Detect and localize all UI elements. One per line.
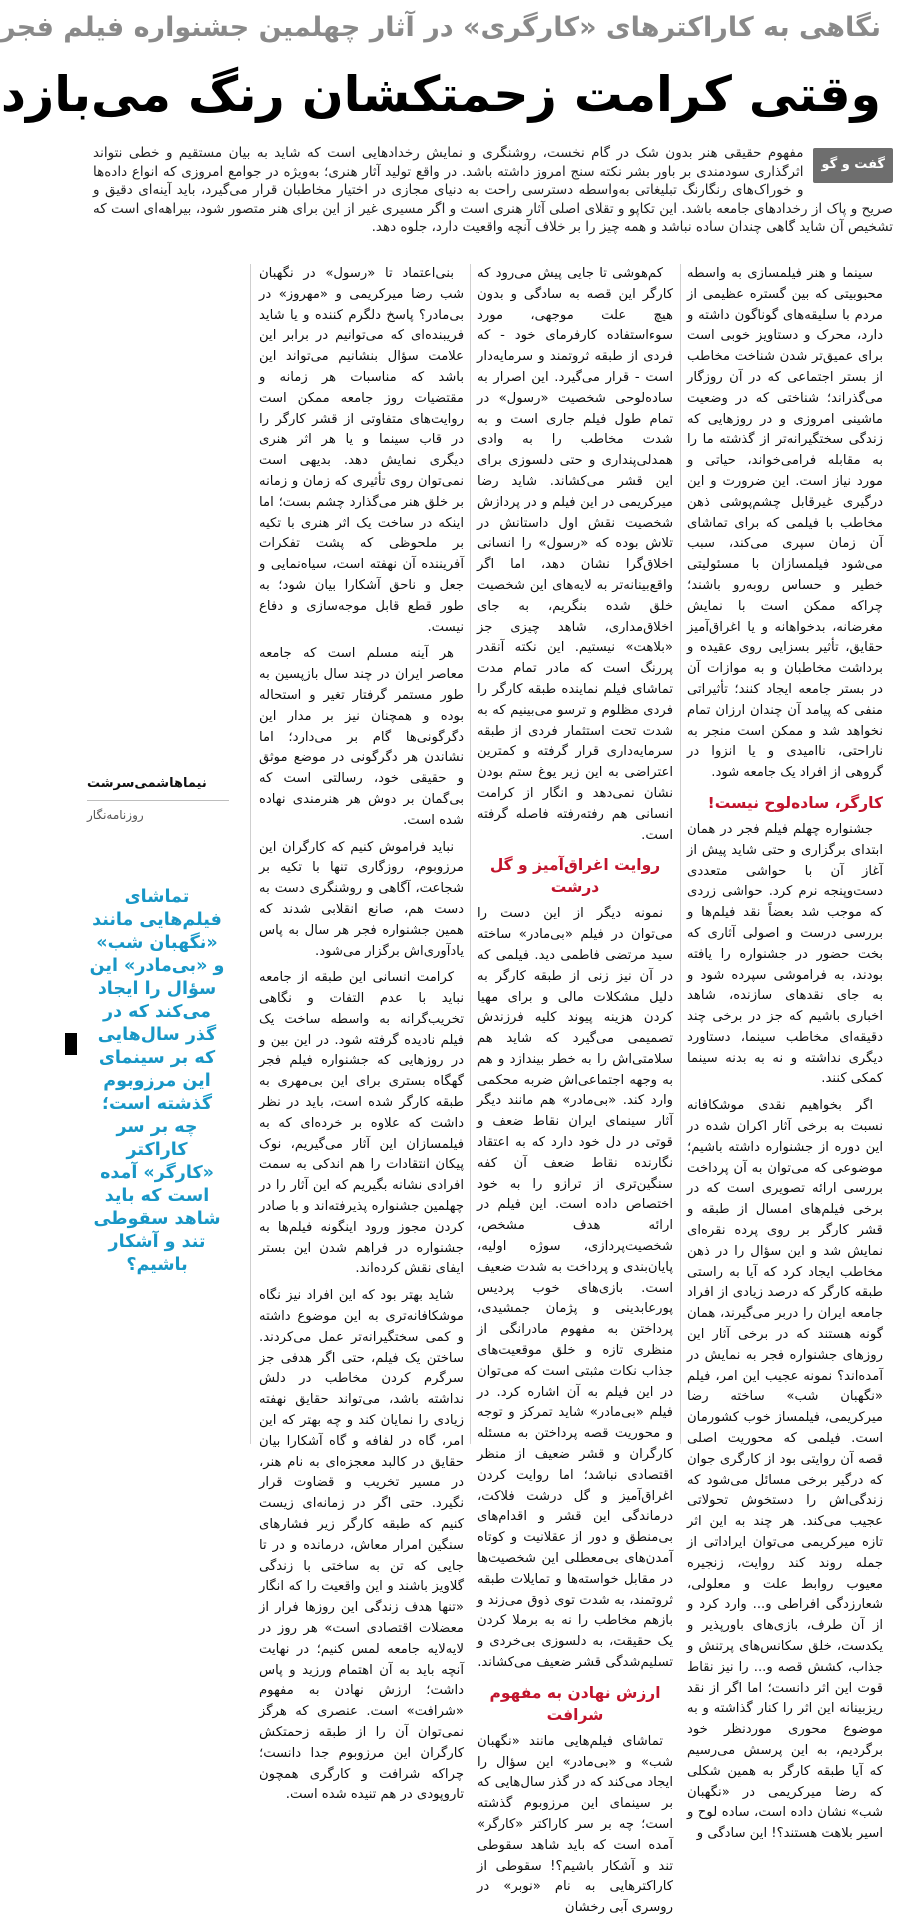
lead-text: مفهوم حقیقی هنر بدون شک در گام نخست، روشنگری و نمایش رخدادهایی است که شاید به بیان مستقیم و خطی نتواند اثرگذاری سودمندی بر باور بشر نکته سنج امروز داشته باشد. در واقع تولید آثار هنری؛ به‌ویژه در جوامع امروزی که انواع داده‌ها و خوراک‌های رنگارنگ تبلیغاتی به‌واسطه دسترسی راحت به دنیای مجازی در اختیار مخاطبان قرار می‌گیرد، باید آینه‌ای دقیق و صریح و پاک از رخدادهای جامعه باشد. این تکاپو و تقلای اصلی آثار هنری است و اگر مسیری غیر از این برای هنر متصور شود، بیراهه‌ای است که تشخیص آن شاید گاهی چندان ساده نباشد و همه چیز را بر خلاف آنچه واقعیت دارد، جلوه دهد. — [93, 145, 893, 235]
column-divider — [250, 264, 251, 1444]
article-column-1 — [687, 264, 883, 1842]
paragraph: کم‌هوشی تا جایی پیش می‌رود که کارگر این قصه به سادگی و بدون هیچ علت موجهی، مورد سوءاستفاده کارفرمای خود - که فردی از طبقه ثروتمند و سرمایه‌دار است - قرار می‌گیرد. این اصرار به ساده‌لوحی شخصیت «رسول» در تمام طول فیلم جاری است و به شدت مخاطب را به وادی همدلی‌پنداری و حتی دلسوزی برای این قشر می‌کشاند. شاید رضا میرکریمی در این فیلم و در پردازش شخصیت نقش اول داستانش در تلاش بوده که «رسول» را انسانی اخلاق‌گرا نشان دهد، اما اگر واقع‌بینانه‌تر به لایه‌های این شخصیت خلق شده بنگریم، به جای اخلاق‌مداری، شاهد چیزی جز «بلاهت» نیستیم. این نکته آنقدر پررنگ است که مادر تمام مدت تماشای فیلم نماینده طبقه کارگر را فردی مظلوم و ترسو می‌بینیم که به شدت تحت استثمار فردی از طبقه سرمایه‌داری قرار گرفته و کمترین اعتراضی به این زیر یوغ ستم بودن نشان نمی‌دهد و انگار از کرامت انسانی هم رفته‌رفته فاصله گرفته است. — [477, 266, 673, 843]
paragraph: تماشای فیلم‌هایی مانند «نگهبان شب» و «بی‌مادر» این سؤال را ایجاد می‌کند که در گذر سال‌هایی که بر سینمای این مرزوبوم گذشته است؛ چه بر سر کاراکتر «کارگر» آمده است که باید شاهد سقوطی تند و آشکار باشیم؟! سقوطی از کاراکترهایی به نام «نوبر» در روسری آبی رخشان — [477, 1733, 673, 1916]
paragraph: کرامت انسانی این طبقه از جامعه نباید با عدم التفات و نگاهی تخریب‌گرانه به واسطه ساخت یک فیلم نادیده گرفته شود. در این بین و در روزهایی که جشنواره فیلم فجر گهگاه بستری برای این بی‌مهری به طبقه کارگر شده است، باید در نظر داشت که علاوه بر خرده‌ای که به فیلمسازان این آثار می‌گیریم، نوک پیکان انتقادات را هم اندکی به سمت افرادی نشانه بگیریم که این آثار را در چهلمین جشنواره پذیرفته‌اند و با صادر کردن مجوز ورود اینگونه فیلم‌ها به جشنواره در فراهم شدن این بستر ایفای نقش کرده‌اند. — [259, 970, 464, 1277]
supertitle: نگاهی به کاراکترهای «کارگری» در آثار چهلمین جشنواره فیلم فجر — [0, 12, 881, 43]
lead-paragraph — [93, 144, 893, 254]
pull-quote: تماشای فیلم‌هایی مانند «نگهبان شب» و «بی‌مادر» این سؤال را ایجاد می‌کند که در گذر سال‌هایی که بر سینمای این مرزوبوم گذشته است؛ چه بر سر کاراکتر «کارگر» آمده است که باید شاهد سقوطی تند و آشکار باشیم؟ — [89, 887, 225, 1275]
paragraph: اگر بخواهیم نقدی موشکافانه نسبت به برخی آثار اکران شده در این دوره از جشنواره داشته باشیم؛ موضوعی که می‌توان به آن پرداخت بررسی ارائه تصویری است که در برخی فیلم‌های امسال از طبقه و قشر کارگر بر روی پرده نقره‌ای نمایش شد و این سؤال را در ذهن مخاطب ایجاد کرد که آیا به راستی طبقه کارگر که درصد زیادی از افراد جامعه ایران را دربر می‌گیرند، همان گونه هستند که در برخی آثار این روزهای جشنواره فجر به نمایش در آمده‌اند؟ نمونه عجیب این امر، فیلم «نگهبان شب» ساخته رضا میرکریمی، فیلمساز خوب کشورمان است. فیلمی که محوریت اصلی قصه آن روایتی بود از کارگری جوان که درگیر برخی مسائل می‌شود که زندگی‌اش را دستخوش تحولاتی عجیب می‌کند. هر چند به این اثر تازه میرکریمی می‌توان ایراداتی از جمله روند کند روایت، زنجیره معیوب روابط علت و معلولی، شعارزدگی افراطی و... وارد کرد و از آن طرف، بازی‌های باورپذیر و یکدست، خلق سکانس‌های پرتنش و جذاب، کشش قصه و... را نیز نقاط قوت این اثر دانست؛ اما اگر از نقد ریزبینانه این اثر را کنار گذاشته و به موضوع محوری موردنظر خود برگردیم، به این پرسش می‌رسیم که آیا طبقه کارگر به همین شکلی که رضا میرکریمی در «نگهبان شب» نشان داده است، ساده لوح و اسیر بلاهت هستند؟! این سادگی و — [687, 1098, 883, 1842]
interview-badge: گفت و گو — [813, 148, 893, 183]
column-divider — [470, 264, 471, 1444]
author-role: روزنامه‌نگار — [87, 808, 144, 822]
paragraph: هر آینه مسلم است که جامعه معاصر ایران در چند سال بازپسین به طور مستمر گرفتار تغیر و استحاله بوده و همچنان نیز بر مدار این دگرگونی‌ها گام بر می‌دارد؛ اما نشاندن هر دگرگونی در موضع موثق و حقیقی خود، رسالتی است که بی‌گمان بر دوش هر هنرمندی نهاده شده است. — [259, 646, 464, 828]
edge-registration-mark — [65, 1033, 77, 1055]
byline-divider — [87, 800, 229, 801]
headline: وقتی کرامت زحمتکشان رنگ می‌بازد — [0, 66, 881, 123]
article-column-3 — [259, 264, 464, 1803]
author-name: نیماهاشمی‌سرشت — [87, 776, 207, 791]
subheading: ارزش نهادن به مفهوم شرافت — [489, 1683, 661, 1724]
column-divider — [680, 264, 681, 1444]
author-byline — [87, 774, 229, 824]
article-column-2 — [477, 264, 673, 1916]
paragraph: سینما و هنر فیلمسازی به واسطه محبوبیتی که بین گستره عظیمی از مردم با سلیقه‌های گوناگون داشته و دارد، محرک و دستاویز خوبی است برای عمیق‌تر شدن شناخت مخاطب از بستر اجتماعی که در آن روزگار می‌گذراند؛ شناختی که در وضعیت ماشینی امروزی و در روزهایی که زندگی سختگیرانه‌تر از گذشته ما را به مقابله فرامی‌خواند، حیاتی و مورد نیاز است. این ضرورت و این درگیری غیرقابل چشم‌پوشی ذهن مخاطب با فیلمی که برای تماشای آن زمان سپری می‌کند، سبب می‌شود فیلمسازان با مسئولیتی خطیر و حساس روبه‌رو باشند؛ چراکه ممکن است با نمایش مغرضانه، بدخواهانه و یا اغراق‌آمیز حقایق، تأثیر بسزایی روی عقیده و برداشت مخاطبان و به موازات آن در بستر جامعه ایجاد کنند؛ تأثیراتی منفی که پیامد آن چندان ارزان تمام نخواهد شد و ممکن است منجر به ناراحتی، ناامیدی و یا انزوا در گروهی از افراد یک جامعه شود. — [687, 266, 883, 781]
subheading: روایت اغراق‌آمیز و گل درشت — [489, 856, 661, 897]
paragraph: نباید فراموش کنیم که کارگران این مرزوبوم، روزگاری تنها با تکیه بر شجاعت، آگاهی و روشنگری دست به دست هم، صانع انقلابی شدند که همین جشنواره فجر هر سال به پاس یادآوری‌اش برگزار می‌شود. — [259, 839, 464, 959]
subheading: کارگر، ساده‌لوح نیست! — [707, 793, 883, 812]
paragraph: بنی‌اعتماد تا «رسول» در نگهبان شب رضا میرکریمی و «مهروز» در بی‌مادر؟ پاسخ دلگرم کننده و یا شاید فریبنده‌ای که می‌توانیم در برابر این علامت سؤال بنشانیم می‌تواند این باشد که مناسبات هر زمانه و مقتضیات روز جامعه ممکن است روایت‌های متفاوتی از قشر کارگر را در قاب سینما و یا هر اثر هنری دیگری نمایش دهد. بدیهی است نمی‌توان روی تأثیری که زمان و زمانه بر خلق هنر می‌گذارد چشم بست؛ اما اینکه در ساخت یک اثر هنری با تکیه بر ملحوظی که پشت تفکرات آفریننده آن نهفته است، سیاه‌نمایی و جعل و ناحق آشکارا بیان شود؛ به طور قطع قابل موجه‌سازی و دفاع نیست. — [259, 266, 464, 635]
paragraph: شاید بهتر بود که این افراد نیز نگاه موشکافانه‌تری به این موضوع داشته و کمی سختگیرانه‌تر عمل می‌کردند. ساختن یک فیلم، حتی اگر هدفی جز سرگرم کردن مخاطب در دلش نداشته باشد، می‌تواند حقایق نهفته زیادی را نمایان کند و چه بهتر که این امر، گاه در لفافه و گاه آشکارا بیان حقایق در کالبد معجزه‌ای به نام هنر، در مسیر تخریب و قضاوت قرار نگیرد. حتی اگر در زمانه‌ای زیست کنیم که طبقه کارگر زیر فشارهای سنگین امرار معاش، درمانده و در تا جایی که تن به ساختی با زندگی گلاویز باشند و این واقعیت را که انگار «تنها هدف زندگی این روزها فرار از معضلات اقتصادی است» هر روز در لایه‌لایه جامعه لمس کنیم؛ در نهایت آنچه باید به آن اهتمام ورزید و پاس داشت؛ ارزش نهادن به مفهوم «شرافت» است. عنصری که هرگز نمی‌توان آن را از طبقه زحمتکش کارگران این مرزوبوم جدا دانست؛ چراکه شرافت و کارگری همچون تاروپودی در هم تنیده شده است. — [259, 1288, 464, 1803]
paragraph: نمونه دیگر از این دست را می‌توان در فیلم «بی‌مادر» ساخته سید مرتضی فاطمی دید. فیلمی که در آن نیز زنی از طبقه کارگر به دلیل مشکلات مالی و برای مهیا کردن هزینه پیوند کلیه فرزندش تصمیمی می‌گیرد که شاید هم سلامتی‌اش را به خطر بیندازد و هم به وجهه اجتماعی‌اش ضربه محکمی وارد کند. «بی‌مادر» هم مانند دیگر آثار سینمای ایران نقاط ضعف و قوتی در دل خود دارد که به اعتقاد نگارنده نقاط ضعف آن کفه سنگین‌تری از ترازو را به خود اختصاص داده است. این فیلم در ارائه هدف مشخص، شخصیت‌پردازی، سوژه اولیه، پایان‌بندی و پرداخت به شدت ضعیف است. بازی‌های خوب پردیس پورعابدینی و پژمان جمشیدی، پرداختن به مفهوم مادرانگی از منظری تازه و خلق موقعیت‌های جذاب نکات مثبتی است که می‌توان در این فیلم به آن اشاره کرد. در فیلم «بی‌مادر» شاید تمرکز و توجه و محوریت قصه پرداختن به مسئله کارگران و قشر ضعیف از منظر اقتصادی نباشد؛ اما روایت کردن اغراق‌آمیز و گل درشت فلاکت، درماندگی این قشر و اقدام‌های بی‌منطق و دور از عقلانیت و کوتاه آمدن‌های بی‌معطلی این شخصیت‌ها در مقابل خواسته‌ها و تمایلات طبقه ثروتمند، به شدت توی ذوق می‌زند و بازهم مخاطب را نه به برملا کردن یک حقیقت، به دلسوزی بی‌خردی و تسلیم‌شدگی قشر ضعیف می‌کشاند. — [477, 906, 673, 1670]
paragraph: جشنواره چهلم فیلم فجر در همان ابتدای برگزاری و حتی شاید پیش از آغاز آن با حواشی متعددی دست‌وپنجه نرم کرد. حواشی زردی که موجب شد بعضاً نقد فیلم‌ها و بررسی درست و اصولی آثاری که بخت حضور در جشنواره را یافته بودند، به فراموشی سپرده شود و به جای نقدهای سازنده، شاهد اخباری باشیم که جز در برخی چند دقیقه‌ای مخاطب سینما، دستاورد دیگری نداشته و نه به بدنه سینما کمکی کنند. — [687, 821, 883, 1087]
